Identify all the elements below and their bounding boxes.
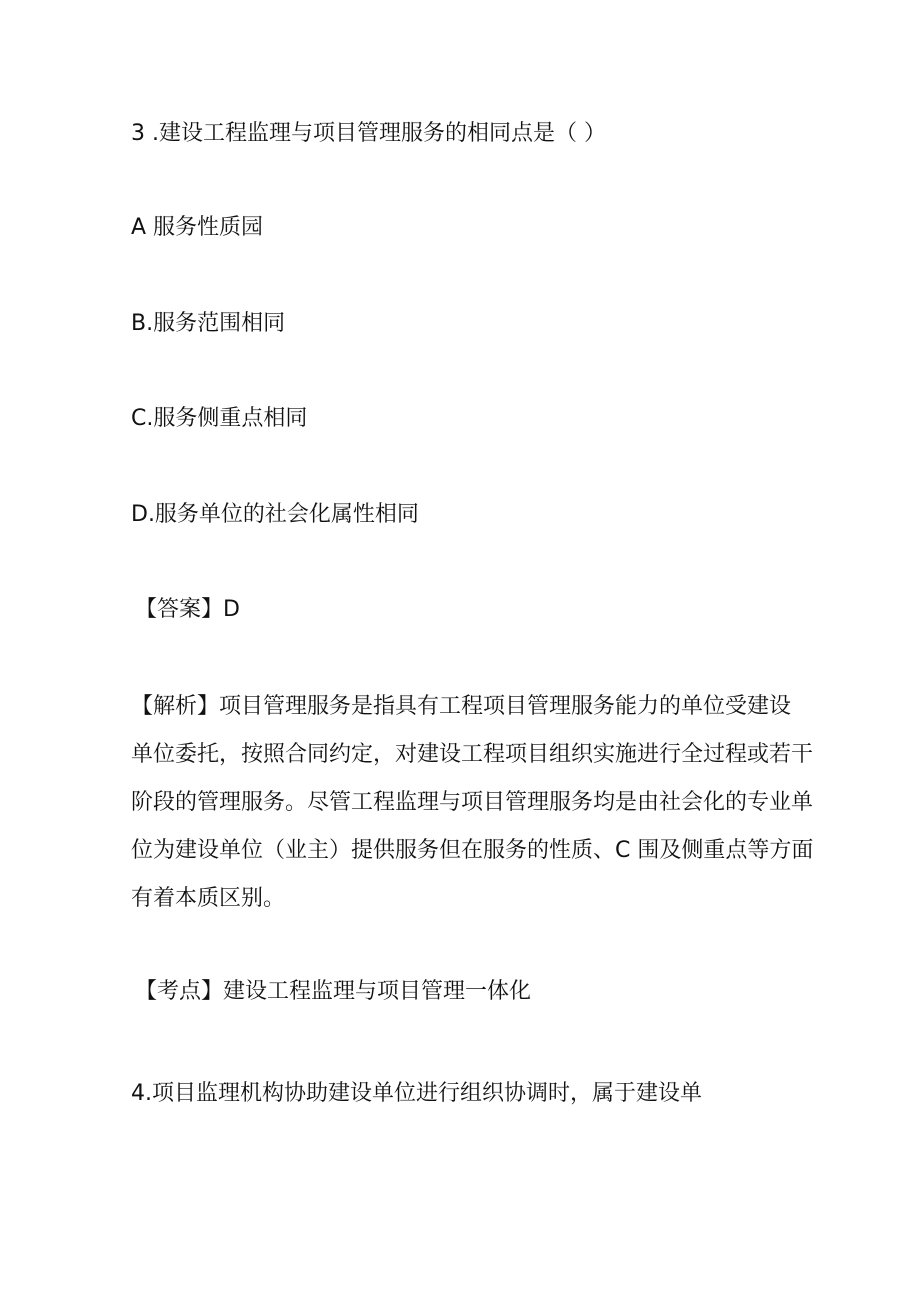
option-c: C.服务侧重点相同 [131,406,308,431]
analysis-line-5: 有着本质区别。 [131,886,286,911]
option-a: A 服务性质园 [131,215,264,240]
analysis-line-2: 单位委托，按照合同约定，对建设工程项目组织实施进行全过程或若干 [131,742,814,767]
analysis-paragraph [131,683,814,923]
knowledge-point-line: 【考点】建设工程监理与项目管理一体化 [135,979,532,1004]
question-3-stem: 3 .建设工程监理与项目管理服务的相同点是（ ） [131,121,606,146]
analysis-line-1: 【解析】项目管理服务是指具有工程项目管理服务能力的单位受建设 [131,694,792,719]
option-b: B.服务范围相同 [131,311,286,336]
answer-line: 【答案】D [135,597,240,622]
analysis-line-4: 位为建设单位（业主）提供服务但在服务的性质、C 围及侧重点等方面 [131,838,814,863]
analysis-line-3: 阶段的管理服务。尽管工程监理与项目管理服务均是由社会化的专业单 [131,790,814,815]
question-4-stem: 4.项目监理机构协助建设单位进行组织协调时，属于建设单 [131,1081,702,1106]
option-d: D.服务单位的社会化属性相同 [131,502,419,527]
